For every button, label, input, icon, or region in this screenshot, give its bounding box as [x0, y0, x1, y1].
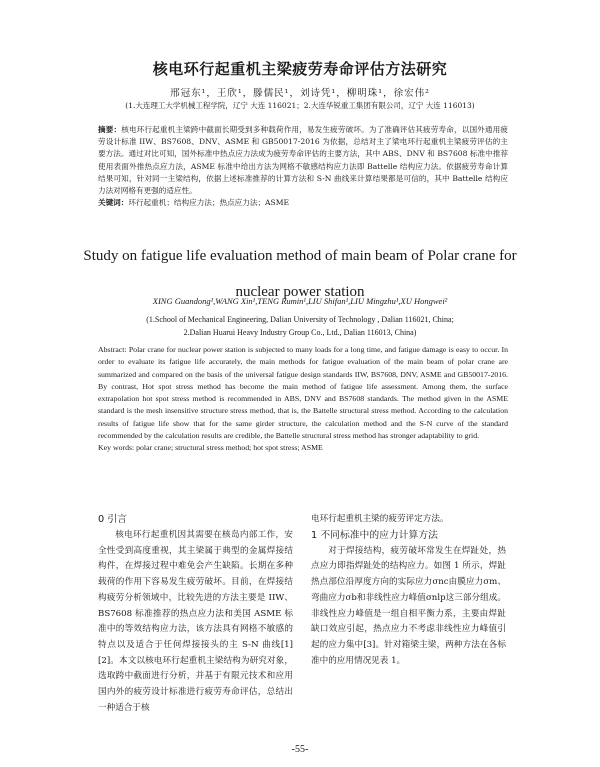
- body-column-left: [98, 512, 293, 716]
- english-affiliations: [0, 313, 600, 339]
- section-1-paragraph: 对于焊接结构，疲劳破坏常发生在焊趾处，热点应力即指焊趾处的结构应力。如图 1 所示，焊趾热点部位沿厚度方向的实际应力σnc由膜应力σm、弯曲应力σb和非线性应力峰值σnlp这三部分组成。非线性应力峰值是一组自相平衡力系，主要由焊趾缺口效应引起，热点应力不考虑非线性应力峰值引起的应力集中[3]。针对箱梁主梁，两种方法在各标准中的应用情况见表 1。: [311, 545, 506, 666]
- chinese-abstract-label: 摘要：: [98, 125, 122, 134]
- chinese-title: 核电环行起重机主梁疲劳寿命评估方法研究: [152, 60, 448, 78]
- body-column-right: [311, 512, 506, 669]
- chinese-abstract: [98, 124, 508, 209]
- chinese-affiliations: (1.大连理工大学机械工程学院，辽宁 大连 116021；2.大连华锐重工集团有限公司，辽宁 大连 116013): [125, 101, 475, 110]
- section-heading-intro: 0 引言: [98, 514, 127, 525]
- english-authors: XING Guandong¹,WANG Xin¹,TENG Rumin¹,LIU Shifan¹,LIU Mingzhu¹,XU Hongwei²: [152, 296, 448, 306]
- page-number: -55-: [291, 744, 309, 755]
- intro-paragraph: 核电环行起重机因其需要在核岛内部工作，安全性受到高度重视，其主梁属于典型的金属焊接结构件，在焊接过程中难免会产生缺陷。长期在多种载荷的作用下容易发生疲劳破坏。目前，在焊接结构疲劳分析领域中，比较先进的方法主要是 IIW、BS7608 标准推荐的热点应力法和美国 ASME 标准中的等效结构应力法，该方法具有网格不敏感的特点以及适合于任何焊接接头的主 S-N 曲线[1][2]。本文以核电环行起重机主梁结构为研究对象，选取跨中截面进行分析，并基于有限元技术和应用国内外的疲劳设计标准进行疲劳寿命评估，总结出一种适合于核: [98, 530, 293, 713]
- english-keywords-label: Key words:: [98, 443, 135, 453]
- section-heading-1: 1 不同标准中的应力计算方法: [311, 529, 438, 541]
- english-title: Study on fatigue life evaluation method of main beam of Polar crane for nuclear power station: [83, 248, 517, 300]
- english-abstract-label: Abstract:: [98, 345, 127, 354]
- chinese-keywords: 环行起重机；结构应力法；热点应力法；ASME: [128, 198, 290, 208]
- english-keywords: polar crane; structural stress method; hot spot stress; ASME: [136, 443, 323, 453]
- english-abstract-text: Polar crane for nuclear power station is subjected to many loads for a long time, and fatigue damage is easy to occur. In order to evaluate its fatigue life accurately, the main methods for fatigue evaluation of the main beam of polar crane are summarized and compared on the basis of the universal fatigue design standards IIW, BS7608, DNV, ASME and GB50017-2016. By contrast, Hot spot stress method has become the main method of fatigue life assessment. Among them, the surface extrapolation hot spot stress method is recommended in ABS, DNV and BS7608 standards. The method given in the ASME standard is the mesh insensitive structure stress method, that is, the Battelle structural stress method. According to the calculation results of fatigue life show that for the same girder structure, the calculation method and the S-N curve of the standard recommended by the calculation results are credible, the Battelle structural stress method has stronger adaptability to grid.: [98, 345, 508, 441]
- intro-paragraph-continued: 电环行起重机主梁的疲劳评定方法。: [311, 514, 449, 524]
- english-affiliation-1: (1.School of Mechanical Engineering, Dalian University of Technology , Dalian 116021, China;: [146, 315, 454, 324]
- chinese-authors: 邢冠东¹，王欣¹，滕儒民¹，刘诗凭¹，柳明珠¹，徐宏伟²: [170, 88, 430, 99]
- english-affiliation-2: 2.Dalian Huarui Heavy Industry Group Co., Ltd., Dalian 116013, China): [183, 328, 417, 337]
- chinese-abstract-text: 核电环行起重机主梁跨中截面长期受到多种载荷作用，易发生疲劳破坏。为了准确评估其疲劳寿命，以国外通用疲劳设计标准 IIW、BS7608、DNV、ASME 和 GB50017-2016 为依据，总结对主了梁电环行起重机主梁疲劳评估的主要方法。通过对比可知，国外标准中热点应力法成为疲劳寿命评估的主要方法，其中 ABS、DNV 和 BS7608 标准中推荐使用表面外推热点应力法，ASME 标准中给出方法为网格不敏感结构应力法即 Battelle 结构应力法。依据疲劳寿命计算结果可知，针对同一主梁结构，依据上述标准推荐的计算方法和 S-N 曲线来计算结果都是可信的，其中 Battelle 结构应力法对网格有更强的适应性。: [98, 125, 508, 196]
- english-abstract: [98, 344, 508, 455]
- chinese-keywords-label: 关键词：: [98, 198, 129, 208]
